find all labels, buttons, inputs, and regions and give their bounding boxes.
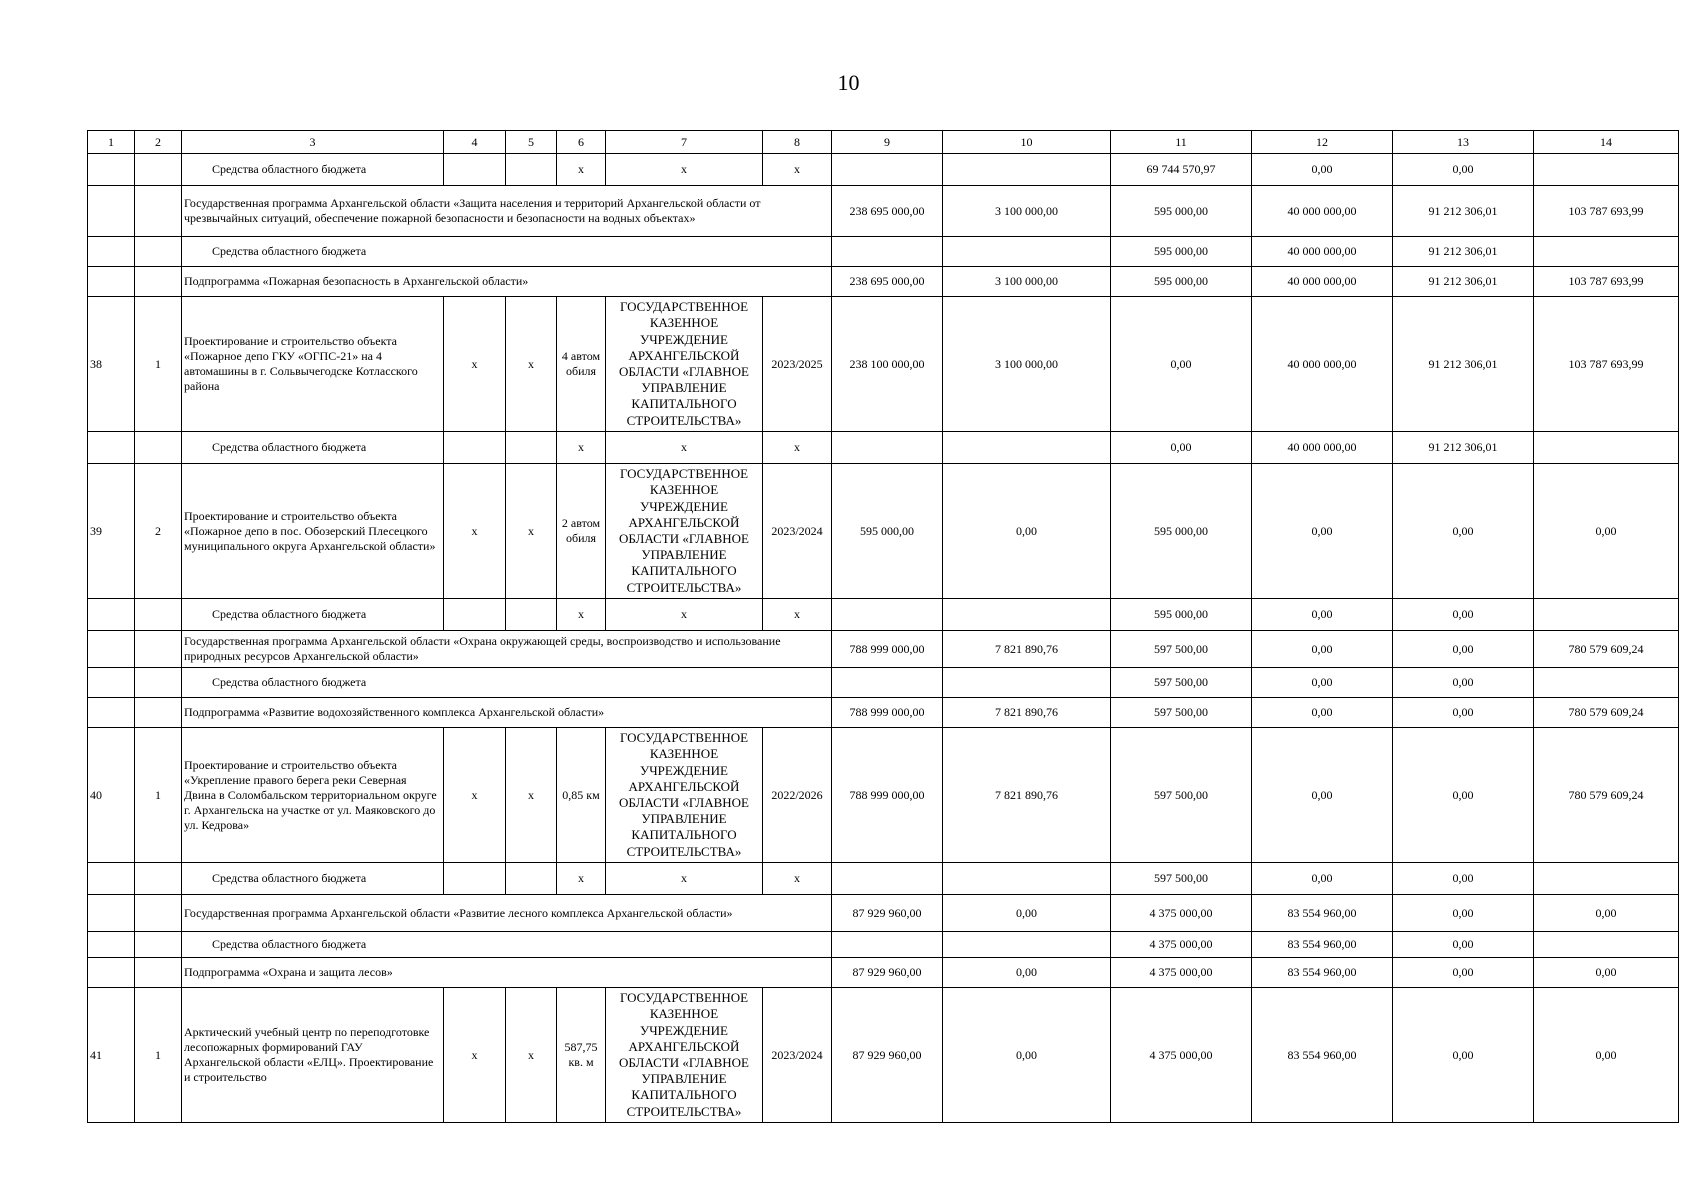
cell: [444, 599, 506, 631]
cell: 103 787 693,99: [1534, 297, 1679, 432]
table-row: [88, 988, 1679, 1123]
cell: 0,00: [1393, 668, 1534, 698]
table-row: [88, 631, 1679, 668]
cell: [88, 154, 135, 186]
cell: [943, 237, 1111, 267]
table-row: [88, 863, 1679, 895]
table-row: [88, 432, 1679, 464]
cell: 2023/2025: [763, 297, 832, 432]
cell: х: [606, 432, 763, 464]
cell: [832, 154, 943, 186]
cell: 788 999 000,00: [832, 728, 943, 863]
table-row: [88, 237, 1679, 267]
cell: 0,00: [1393, 599, 1534, 631]
cell: [88, 932, 135, 958]
cell: 0,00: [1252, 728, 1393, 863]
cell: 87 929 960,00: [832, 988, 943, 1123]
cell: [444, 432, 506, 464]
cell: 0,00: [1252, 154, 1393, 186]
cell: 87 929 960,00: [832, 895, 943, 932]
cell: 597 500,00: [1111, 863, 1252, 895]
cell: х: [557, 863, 606, 895]
table-row: [88, 599, 1679, 631]
cell: 2 автом обиля: [557, 464, 606, 599]
cell: 0,00: [943, 988, 1111, 1123]
cell: 597 500,00: [1111, 631, 1252, 668]
cell: 3 100 000,00: [943, 297, 1111, 432]
table-row: [88, 728, 1679, 863]
cell: [506, 432, 557, 464]
organization: ГОСУДАРСТВЕННОЕ КАЗЕННОЕ УЧРЕЖДЕНИЕ АРХАНГЕЛЬСКОЙ ОБЛАСТИ «ГЛАВНОЕ УПРАВЛЕНИЕ КАПИТАЛЬНОГО СТРОИТЕЛЬСТВА»: [606, 464, 763, 599]
cell: х: [506, 464, 557, 599]
cell: 40 000 000,00: [1252, 186, 1393, 237]
cell: х: [763, 599, 832, 631]
cell: 597 500,00: [1111, 728, 1252, 863]
cell: [506, 599, 557, 631]
cell: 40 000 000,00: [1252, 432, 1393, 464]
col-header: 13: [1393, 131, 1534, 154]
cell: 1: [135, 297, 182, 432]
cell: [1534, 863, 1679, 895]
cell: 0,00: [1252, 464, 1393, 599]
cell: 7 821 890,76: [943, 698, 1111, 728]
cell: 2023/2024: [763, 988, 832, 1123]
cell: 0,00: [1252, 863, 1393, 895]
cell: 0,00: [1111, 297, 1252, 432]
cell: 788 999 000,00: [832, 698, 943, 728]
cell: [135, 668, 182, 698]
cell: 597 500,00: [1111, 668, 1252, 698]
cell: 780 579 609,24: [1534, 698, 1679, 728]
funds-label: Средства областного бюджета: [182, 599, 444, 631]
program-title: Государственная программа Архангельской области «Охрана окружающей среды, воспроизводство и использование природных ресурсов Архангельской области»: [182, 631, 832, 668]
cell: х: [557, 154, 606, 186]
cell: 2: [135, 464, 182, 599]
cell: 0,00: [1393, 895, 1534, 932]
cell: [444, 863, 506, 895]
cell: [88, 267, 135, 297]
cell: 91 212 306,01: [1393, 432, 1534, 464]
cell: [88, 668, 135, 698]
cell: 0,00: [1393, 932, 1534, 958]
cell: [135, 432, 182, 464]
col-header: 2: [135, 131, 182, 154]
cell: 0,00: [943, 958, 1111, 988]
cell: 0,00: [1252, 668, 1393, 698]
table-row: [88, 895, 1679, 932]
cell: [506, 863, 557, 895]
cell: [135, 237, 182, 267]
cell: 38: [88, 297, 135, 432]
cell: [943, 668, 1111, 698]
cell: 4 375 000,00: [1111, 988, 1252, 1123]
cell: 0,00: [943, 464, 1111, 599]
cell: 587,75 кв. м: [557, 988, 606, 1123]
cell: [88, 698, 135, 728]
table-row: [88, 668, 1679, 698]
object-title: Проектирование и строительство объекта «Пожарное депо ГКУ «ОГПС-21» на 4 автомашины в г. Сольвычегодске Котласского района: [182, 297, 444, 432]
cell: [135, 186, 182, 237]
cell: 41: [88, 988, 135, 1123]
cell: 595 000,00: [1111, 464, 1252, 599]
funds-label: Средства областного бюджета: [182, 237, 832, 267]
cell: 0,00: [1111, 432, 1252, 464]
funds-label: Средства областного бюджета: [182, 863, 444, 895]
cell: х: [557, 432, 606, 464]
col-header: 3: [182, 131, 444, 154]
col-header: 10: [943, 131, 1111, 154]
funds-label: Средства областного бюджета: [182, 668, 832, 698]
cell: [444, 154, 506, 186]
cell: 40 000 000,00: [1252, 267, 1393, 297]
table-row: [88, 267, 1679, 297]
cell: 780 579 609,24: [1534, 631, 1679, 668]
cell: 595 000,00: [1111, 267, 1252, 297]
cell: 0,00: [1393, 728, 1534, 863]
subprogram-title: Подпрограмма «Развитие водохозяйственного комплекса Архангельской области»: [182, 698, 832, 728]
cell: 0,00: [1252, 698, 1393, 728]
col-header: 9: [832, 131, 943, 154]
cell: [88, 599, 135, 631]
cell: 780 579 609,24: [1534, 728, 1679, 863]
cell: 87 929 960,00: [832, 958, 943, 988]
cell: [943, 432, 1111, 464]
cell: 595 000,00: [1111, 186, 1252, 237]
cell: 4 375 000,00: [1111, 895, 1252, 932]
col-header: 6: [557, 131, 606, 154]
cell: 0,00: [1393, 863, 1534, 895]
cell: 2022/2026: [763, 728, 832, 863]
cell: 91 212 306,01: [1393, 297, 1534, 432]
cell: [1534, 154, 1679, 186]
cell: 0,00: [1393, 154, 1534, 186]
cell: 7 821 890,76: [943, 631, 1111, 668]
col-header: 7: [606, 131, 763, 154]
cell: 40 000 000,00: [1252, 237, 1393, 267]
cell: 83 554 960,00: [1252, 932, 1393, 958]
cell: 4 375 000,00: [1111, 932, 1252, 958]
table-row: [88, 932, 1679, 958]
cell: 91 212 306,01: [1393, 186, 1534, 237]
cell: 83 554 960,00: [1252, 895, 1393, 932]
cell: [135, 932, 182, 958]
cell: 3 100 000,00: [943, 267, 1111, 297]
cell: [1534, 668, 1679, 698]
cell: х: [506, 297, 557, 432]
cell: 788 999 000,00: [832, 631, 943, 668]
cell: х: [606, 599, 763, 631]
cell: 91 212 306,01: [1393, 237, 1534, 267]
cell: [135, 154, 182, 186]
table-row: [88, 154, 1679, 186]
cell: 4 автом обиля: [557, 297, 606, 432]
cell: х: [606, 863, 763, 895]
object-title: Проектирование и строительство объекта «Пожарное депо в пос. Обозерский Плесецкого муниципального округа Архангельской области»: [182, 464, 444, 599]
cell: [88, 895, 135, 932]
col-header: 5: [506, 131, 557, 154]
cell: [135, 958, 182, 988]
cell: 0,00: [1534, 895, 1679, 932]
cell: [135, 631, 182, 668]
cell: [1534, 432, 1679, 464]
cell: х: [444, 297, 506, 432]
cell: х: [763, 863, 832, 895]
organization: ГОСУДАРСТВЕННОЕ КАЗЕННОЕ УЧРЕЖДЕНИЕ АРХАНГЕЛЬСКОЙ ОБЛАСТИ «ГЛАВНОЕ УПРАВЛЕНИЕ КАПИТАЛЬНОГО СТРОИТЕЛЬСТВА»: [606, 988, 763, 1123]
table-row: [88, 698, 1679, 728]
cell: [1534, 599, 1679, 631]
cell: [88, 432, 135, 464]
cell: [135, 599, 182, 631]
col-header: 14: [1534, 131, 1679, 154]
cell: 69 744 570,97: [1111, 154, 1252, 186]
cell: 595 000,00: [832, 464, 943, 599]
cell: 595 000,00: [1111, 237, 1252, 267]
cell: [88, 863, 135, 895]
cell: 0,85 км: [557, 728, 606, 863]
col-header: 1: [88, 131, 135, 154]
cell: [832, 932, 943, 958]
cell: [135, 698, 182, 728]
cell: 91 212 306,01: [1393, 267, 1534, 297]
cell: [88, 958, 135, 988]
funds-label: Средства областного бюджета: [182, 432, 444, 464]
cell: 0,00: [1393, 631, 1534, 668]
cell: [88, 631, 135, 668]
table-row: [88, 297, 1679, 432]
cell: 238 100 000,00: [832, 297, 943, 432]
cell: [943, 154, 1111, 186]
cell: х: [444, 988, 506, 1123]
subprogram-title: Подпрограмма «Охрана и защита лесов»: [182, 958, 832, 988]
cell: 597 500,00: [1111, 698, 1252, 728]
cell: 40: [88, 728, 135, 863]
cell: [832, 237, 943, 267]
cell: 0,00: [1534, 988, 1679, 1123]
cell: 103 787 693,99: [1534, 186, 1679, 237]
col-header: 11: [1111, 131, 1252, 154]
col-header: 8: [763, 131, 832, 154]
cell: [943, 932, 1111, 958]
program-title: Государственная программа Архангельской области «Защита населения и территорий Архангельской области от чрезвычайных ситуаций, обеспечение пожарной безопасности и безопасности на водных объектах»: [182, 186, 832, 237]
cell: х: [763, 432, 832, 464]
table-row: [88, 958, 1679, 988]
cell: х: [606, 154, 763, 186]
cell: [943, 863, 1111, 895]
object-title: Арктический учебный центр по переподготовке лесопожарных формирований ГАУ Архангельской области «ЕЛЦ». Проектирование и строительство: [182, 988, 444, 1123]
table-row: [88, 186, 1679, 237]
cell: [832, 668, 943, 698]
cell: 83 554 960,00: [1252, 958, 1393, 988]
cell: 0,00: [1252, 631, 1393, 668]
cell: 7 821 890,76: [943, 728, 1111, 863]
object-title: Проектирование и строительство объекта «Укрепление правого берега реки Северная Двина в Соломбальском территориальном округе г. Архангельска на участке от ул. Маяковского до ул. Кедрова»: [182, 728, 444, 863]
cell: [1534, 932, 1679, 958]
funds-label: Средства областного бюджета: [182, 932, 832, 958]
cell: [506, 154, 557, 186]
cell: х: [506, 728, 557, 863]
cell: 0,00: [1393, 988, 1534, 1123]
cell: х: [506, 988, 557, 1123]
budget-table: [87, 130, 1679, 1123]
organization: ГОСУДАРСТВЕННОЕ КАЗЕННОЕ УЧРЕЖДЕНИЕ АРХАНГЕЛЬСКОЙ ОБЛАСТИ «ГЛАВНОЕ УПРАВЛЕНИЕ КАПИТАЛЬНОГО СТРОИТЕЛЬСТВА»: [606, 297, 763, 432]
program-title: Государственная программа Архангельской области «Развитие лесного комплекса Архангельской области»: [182, 895, 832, 932]
cell: 0,00: [1534, 464, 1679, 599]
cell: 1: [135, 988, 182, 1123]
cell: [1534, 237, 1679, 267]
cell: 238 695 000,00: [832, 267, 943, 297]
cell: 238 695 000,00: [832, 186, 943, 237]
page-number: 10: [837, 70, 860, 95]
subprogram-title: Подпрограмма «Пожарная безопасность в Архангельской области»: [182, 267, 832, 297]
cell: [832, 863, 943, 895]
col-header: 4: [444, 131, 506, 154]
cell: 1: [135, 728, 182, 863]
cell: 3 100 000,00: [943, 186, 1111, 237]
cell: 0,00: [943, 895, 1111, 932]
cell: 40 000 000,00: [1252, 297, 1393, 432]
cell: х: [444, 728, 506, 863]
cell: 103 787 693,99: [1534, 267, 1679, 297]
cell: 0,00: [1534, 958, 1679, 988]
cell: 0,00: [1252, 599, 1393, 631]
cell: 83 554 960,00: [1252, 988, 1393, 1123]
table-row: [88, 464, 1679, 599]
cell: х: [557, 599, 606, 631]
organization: ГОСУДАРСТВЕННОЕ КАЗЕННОЕ УЧРЕЖДЕНИЕ АРХАНГЕЛЬСКОЙ ОБЛАСТИ «ГЛАВНОЕ УПРАВЛЕНИЕ КАПИТАЛЬНОГО СТРОИТЕЛЬСТВА»: [606, 728, 763, 863]
cell: [135, 863, 182, 895]
col-header: 12: [1252, 131, 1393, 154]
cell: [832, 432, 943, 464]
cell: 4 375 000,00: [1111, 958, 1252, 988]
cell: [832, 599, 943, 631]
cell: 595 000,00: [1111, 599, 1252, 631]
cell: 0,00: [1393, 698, 1534, 728]
cell: [135, 895, 182, 932]
header-row: [88, 131, 1679, 154]
cell: х: [444, 464, 506, 599]
cell: [135, 267, 182, 297]
cell: 2023/2024: [763, 464, 832, 599]
cell: 0,00: [1393, 464, 1534, 599]
cell: [88, 186, 135, 237]
cell: [88, 237, 135, 267]
cell: х: [763, 154, 832, 186]
cell: [943, 599, 1111, 631]
funds-label: Средства областного бюджета: [182, 154, 444, 186]
cell: 0,00: [1393, 958, 1534, 988]
cell: 39: [88, 464, 135, 599]
